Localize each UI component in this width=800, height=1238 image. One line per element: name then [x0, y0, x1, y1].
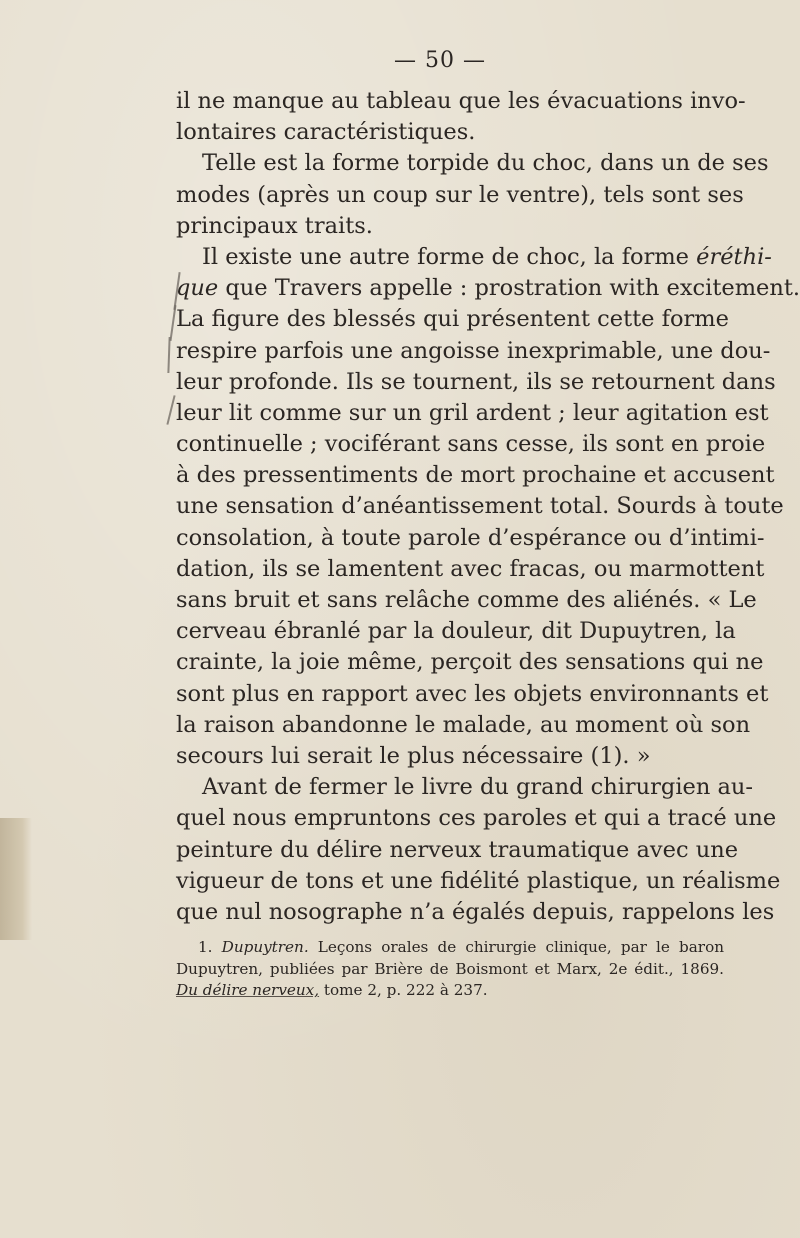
margin-pencil-mark [167, 337, 170, 373]
text-line [176, 616, 736, 647]
margin-pencil-mark [166, 395, 175, 425]
page-edge-stain [0, 818, 32, 940]
text-line [176, 86, 746, 117]
text-line [176, 897, 775, 928]
text-line-content: une sensation d’anéantissement total. Sourds à toute [176, 493, 784, 520]
text-line-content: dation, ils se lamentent avec fracas, ou marmottent [176, 555, 765, 582]
text-line [176, 803, 777, 834]
text-line [176, 491, 784, 522]
text-line [176, 772, 753, 803]
text-line [176, 585, 757, 616]
text-line-content: Il existe une autre forme de choc, la forme [202, 243, 697, 270]
footnote-line [176, 980, 724, 1002]
text-line-content: vigueur de tons et une fidélité plastique, un réalisme [176, 867, 781, 894]
text-line [176, 523, 765, 554]
footnote-text: tome 2, p. 222 à 237. [319, 981, 488, 999]
text-line-content: respire parfois une angoisse inexprimable, une dou- [176, 337, 771, 364]
text-line-content: la raison abandonne le malade, au moment où son [176, 711, 751, 738]
text-line-content: lontaires caractéristiques. [176, 119, 476, 146]
text-line-content: continuelle ; vociférant sans cesse, ils sont en proie [176, 431, 766, 458]
footnote-author: Dupuytren. [221, 938, 309, 956]
text-line-content: Avant de fermer le livre du grand chirurgien au- [202, 774, 753, 801]
italic-word: que [176, 275, 219, 302]
footnote-text: Leçons orales de chirurgie clinique, par le baron [308, 938, 724, 956]
text-line [176, 117, 724, 148]
text-line [176, 429, 766, 460]
text-line-content: cerveau ébranlé par la douleur, dit Dupuytren, la [176, 618, 736, 645]
text-line [176, 367, 776, 398]
text-line [176, 554, 765, 585]
text-line-content: consolation, à toute parole d’espérance ou d’intimi- [176, 524, 765, 551]
text-line [176, 273, 800, 304]
text-line [176, 336, 771, 367]
text-line [176, 304, 729, 335]
footnote-line: Dupuytren, publiées par Brière de Boismont et Marx, 2e édit., 1869. [176, 959, 724, 978]
footnote-line [176, 937, 724, 959]
text-line-content: il ne manque au tableau que les évacuations invo- [176, 88, 746, 114]
text-line-content: crainte, la joie même, perçoit des sensations qui ne [176, 649, 764, 676]
text-line-content: peinture du délire nerveux traumatique avec une [176, 836, 739, 863]
text-line-content: principaux traits. [176, 212, 373, 239]
text-line [176, 866, 781, 897]
text-line [176, 710, 751, 741]
text-line-content: sont plus en rapport avec les objets environnants et [176, 680, 769, 707]
text-line [176, 679, 769, 710]
text-line [176, 398, 769, 429]
footnote-title: Du délire nerveux, [176, 981, 320, 999]
text-line-content: La figure des blessés qui présentent cette forme [176, 306, 729, 333]
text-line-content: quel nous empruntons ces paroles et qui a tracé une [176, 805, 777, 832]
italic-word: éréthi- [696, 243, 772, 270]
text-line-content: leur profonde. Ils se tournent, ils se retournent dans [176, 368, 776, 395]
text-line [176, 460, 775, 491]
text-line-content: sans bruit et sans relâche comme des aliénés. « Le [176, 587, 757, 613]
text-line [176, 242, 772, 273]
text-line [176, 148, 769, 179]
text-line-content: secours lui serait le plus nécessaire (1). » [176, 742, 651, 769]
text-line [176, 211, 724, 242]
text-line-content: Telle est la forme torpide du choc, dans un de ses [202, 150, 769, 177]
page-number: — 50 — [394, 48, 486, 73]
text-line-content: que Travers appelle : prostration with excitement. [218, 275, 800, 302]
text-line [176, 835, 739, 866]
footnotes [176, 937, 724, 1002]
body-text [176, 86, 800, 928]
text-line-content: à des pressentiments de mort prochaine et accusent [176, 462, 775, 489]
footnote-marker: 1. [198, 938, 222, 956]
text-line [176, 180, 744, 211]
text-line [176, 647, 764, 678]
text-line-content: que nul nosographe n’a égalés depuis, rappelons les [176, 898, 775, 925]
text-line [176, 741, 724, 772]
text-line-content: modes (après un coup sur le ventre), tels sont ses [176, 181, 744, 208]
text-line-content: leur lit comme sur un gril ardent ; leur agitation est [176, 399, 769, 426]
